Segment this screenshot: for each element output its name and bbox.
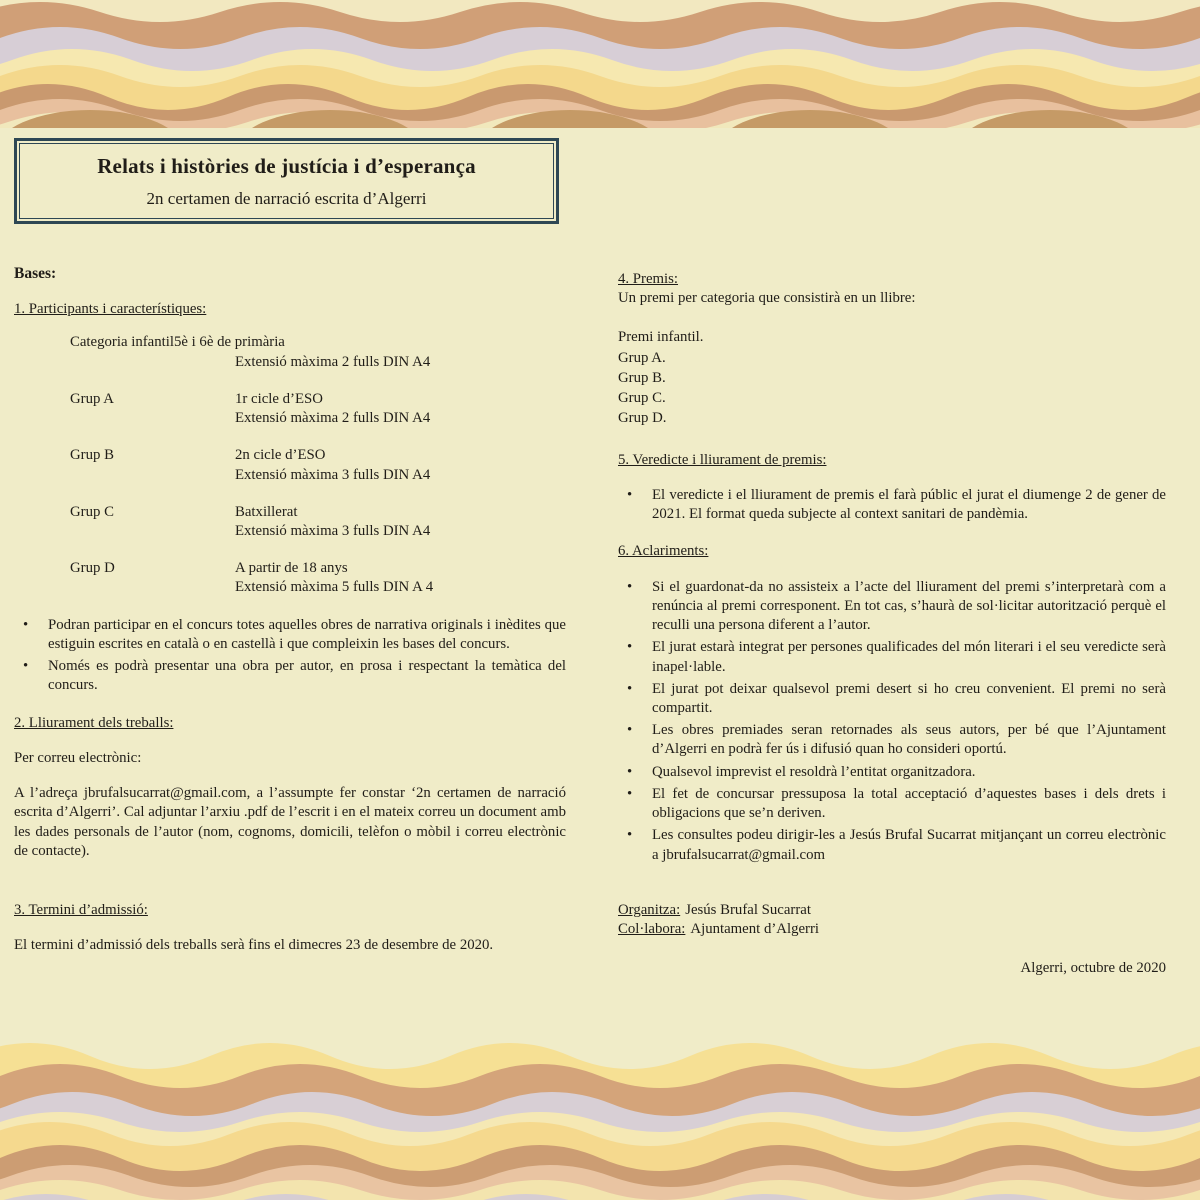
bullet-item: • El jurat pot deixar qualsevol premi desert si ho creu convenient. El premi no serà compartit. xyxy=(618,680,1166,718)
bullet-item: • El veredicte i el lliurament de premis el farà públic el jurat el diumenge 2 de gener de 2021. El format queda subjecte al context sanitari de pandèmia. xyxy=(618,486,1166,524)
category-desc: Batxillerat xyxy=(235,503,298,520)
organizer-block xyxy=(618,901,1166,939)
category-extension: Extensió màxima 5 fulls DIN A 4 xyxy=(235,579,434,596)
participation-bullets xyxy=(14,616,566,696)
category-extension: Extensió màxima 3 fulls DIN A4 xyxy=(235,523,431,540)
page-subtitle: 2n certamen de narració escrita d’Algerri xyxy=(146,188,427,208)
delivery-paragraph: A l’adreça jbrufalsucarrat@gmail.com, a l’assumpte fer constar ‘2n certamen de narració escrita d’Algerri’. Cal adjuntar l’arxiu .pdf de l’escrit i en el mateix correu un document amb les dades personals de l’autor (nom, cognoms, domicili, telèfon o mòbil i correu electrònic de contacte). xyxy=(14,785,566,859)
category-label: Grup C xyxy=(70,503,114,520)
bullet-item: • Si el guardonat-da no assisteix a l’acte del lliurament del premi s’interpretarà com a renúncia al premi corresponent. En tot cas, s’haurà de sol·licitar autorització perquè el reculli una persona diferent a l’autor. xyxy=(618,578,1166,636)
organitza-value: Jesús Brufal Sucarrat xyxy=(685,901,811,918)
bullet-item: • El fet de concursar pressuposa la total acceptació d’aquestes bases i dels drets i obligacions que se’n deriven. xyxy=(618,785,1166,823)
right-column xyxy=(618,270,1166,979)
category-row xyxy=(14,559,566,597)
category-label: Grup A xyxy=(70,390,114,407)
collabora-label: Col·labora: xyxy=(618,921,686,938)
category-desc: A partir de 18 anys xyxy=(235,560,348,577)
category-desc: 2n cicle d’ESO xyxy=(235,447,326,464)
bases-heading: Bases: xyxy=(14,265,57,282)
prize-list xyxy=(618,328,1166,428)
bullet-item: • El jurat estarà integrat per persones qualificades del món literari i el seu veredicte serà inapel·lable. xyxy=(618,638,1166,676)
left-column xyxy=(14,264,566,956)
deadline-paragraph: El termini d’admissió dels treballs serà fins el dimecres 23 de desembre de 2020. xyxy=(14,937,494,954)
category-desc: 1r cicle d’ESO xyxy=(235,390,323,407)
category-row xyxy=(14,333,566,371)
title-box-inner xyxy=(19,143,554,219)
category-row xyxy=(14,503,566,541)
prizes-intro: Un premi per categoria que consistirà en un llibre: xyxy=(618,290,916,307)
category-label: Grup B xyxy=(70,447,114,464)
section6-heading: 6. Aclariments: xyxy=(618,543,709,560)
top-wave-border xyxy=(0,0,1200,128)
section5-heading: 5. Veredicte i lliurament de premis: xyxy=(618,451,827,468)
collabora-value: Ajuntament d’Algerri xyxy=(690,921,820,938)
collaborator-line xyxy=(618,920,1166,939)
section1-heading: 1. Participants i característiques: xyxy=(14,301,207,318)
section2-heading: 2. Lliurament dels treballs: xyxy=(14,714,174,731)
organitza-label: Organitza: xyxy=(618,901,681,918)
title-box xyxy=(14,138,559,224)
page-title: Relats i històries de justícia i d’esperança xyxy=(97,153,476,178)
prize-item: Grup A. xyxy=(618,349,666,366)
bottom-wave-border xyxy=(0,1030,1200,1200)
category-label: Grup D xyxy=(70,560,115,577)
category-extension: Extensió màxima 2 fulls DIN A4 xyxy=(235,353,431,370)
bullet-item: • Podran participar en el concurs totes aquelles obres de narrativa originals i inèdites que estiguin escrites en català o en castellà i que compleixin les bases del concurs. xyxy=(14,616,566,654)
categories-table xyxy=(14,333,566,597)
bullet-item: • Només es podrà presentar una obra per autor, en prosa i respectant la temàtica del concurs. xyxy=(14,657,566,695)
category-row xyxy=(14,390,566,428)
prize-item: Grup C. xyxy=(618,390,666,407)
bullet-item: • Qualsevol imprevist el resoldrà l’entitat organitzadora. xyxy=(618,763,1166,782)
bullet-item: • Les obres premiades seran retornades als seus autors, per bé que l’Ajuntament d’Algerri en podrà fer ús i difusió quan ho consideri oportú. xyxy=(618,721,1166,759)
prize-item: Grup B. xyxy=(618,369,666,386)
category-extension: Extensió màxima 2 fulls DIN A4 xyxy=(235,410,431,427)
organizer-line xyxy=(618,901,1166,920)
section4-heading: 4. Premis: xyxy=(618,271,679,287)
clarification-bullets xyxy=(618,578,1166,865)
category-row xyxy=(14,446,566,484)
place-date-line: Algerri, octubre de 2020 xyxy=(1020,960,1166,977)
verdict-bullets xyxy=(618,486,1166,524)
category-label: Categoria infantil5è i 6è de primària xyxy=(70,334,285,351)
bullet-item: • Les consultes podeu dirigir-les a Jesús Brufal Sucarrat mitjançant un correu electrònic a jbrufalsucarrat@gmail.com xyxy=(618,826,1166,864)
category-extension: Extensió màxima 3 fulls DIN A4 xyxy=(235,466,431,483)
prize-item: Grup D. xyxy=(618,410,667,427)
section3-heading: 3. Termini d’admissió: xyxy=(14,902,148,919)
prize-item: Premi infantil. xyxy=(618,329,704,346)
delivery-method: Per correu electrònic: xyxy=(14,749,142,766)
